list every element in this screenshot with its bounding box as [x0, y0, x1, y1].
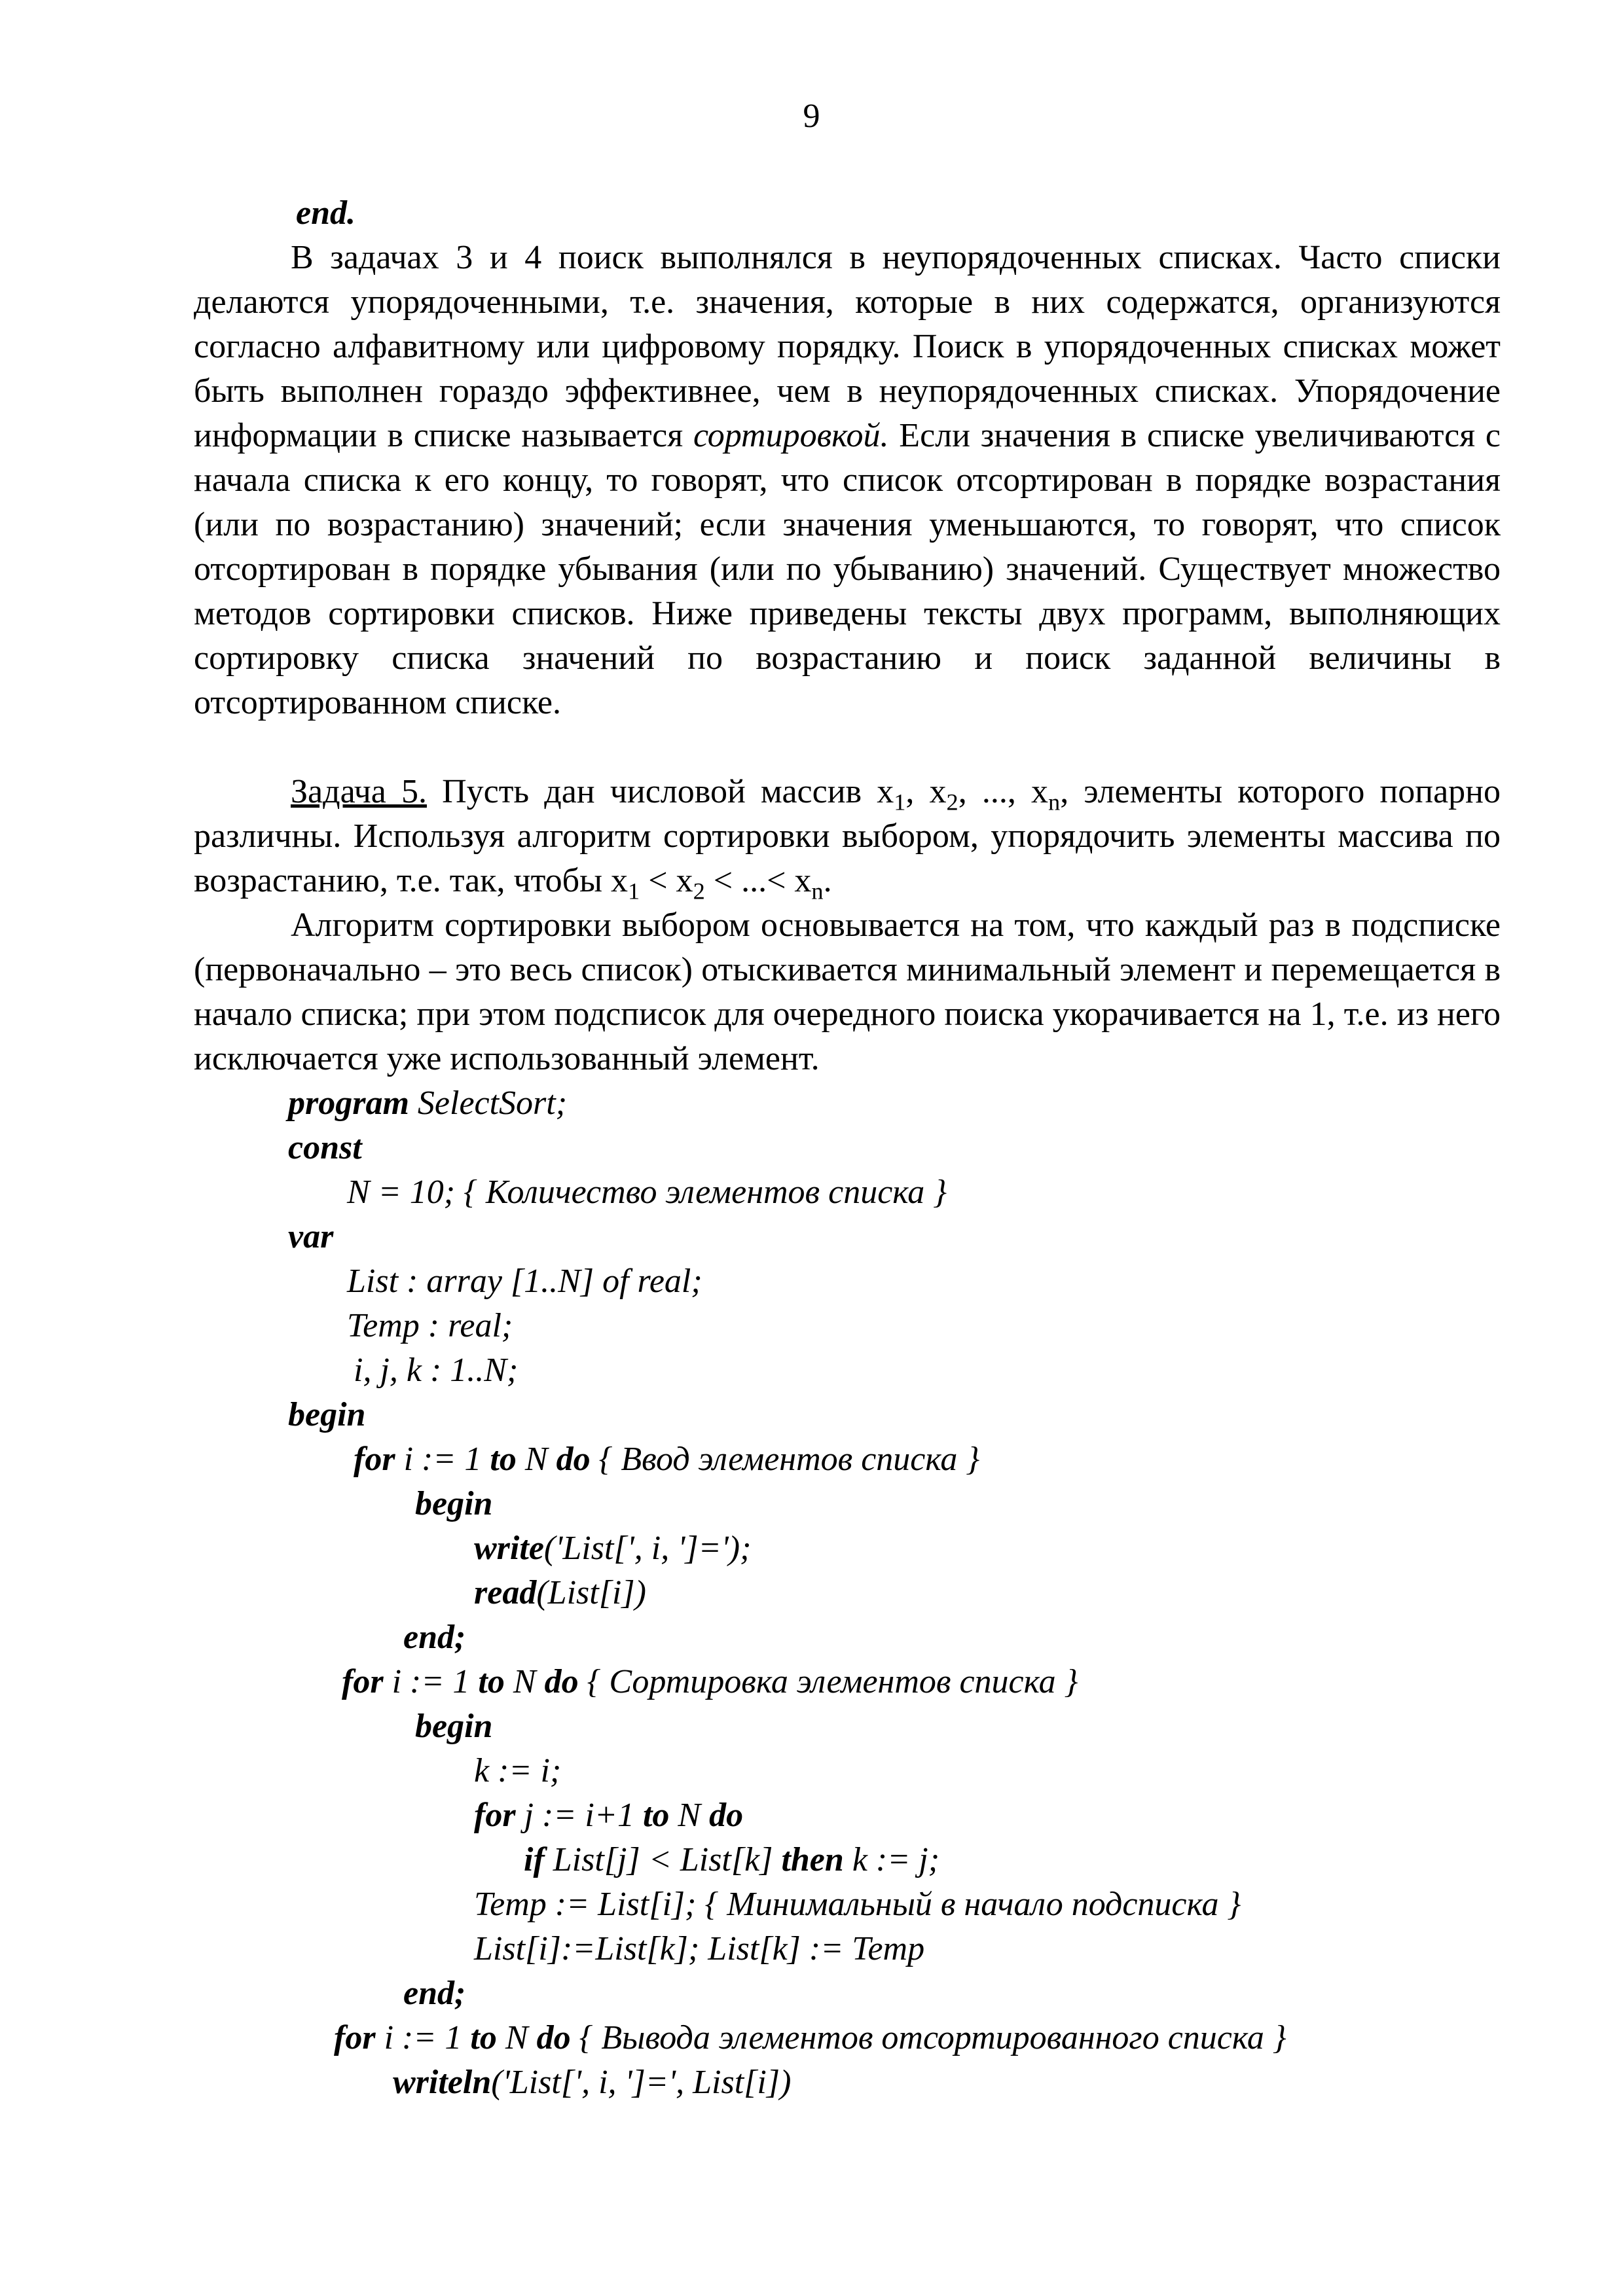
paragraph-algorithm	[194, 903, 1501, 1081]
code-line-if	[524, 1838, 939, 1882]
task-text-4: , элементы которого попарно различны. Используя алгоритм сортировки выбором, упорядочить элементы массива по возрастанию, т.е. так, чтобы x	[194, 773, 1501, 899]
code-line-for-input	[354, 1437, 979, 1482]
kw-do: do	[556, 1441, 591, 1478]
swap-line: List[i]:=List[k]; List[k] := Temp	[474, 1930, 925, 1967]
for-var: i := 1	[375, 2019, 471, 2056]
task-text-5: < x	[640, 862, 693, 899]
kw-begin-main: begin	[288, 1396, 366, 1433]
code-line-program	[288, 1081, 567, 1126]
kw-end-sort: end;	[403, 1975, 466, 2012]
writeln-args: ('List[', i, ']=', List[i])	[491, 2064, 792, 2101]
kw-program: program	[288, 1085, 409, 1122]
kw-for: for	[334, 2019, 376, 2056]
program-name: SelectSort;	[409, 1085, 568, 1122]
var-list: List : array [1..N] of real;	[347, 1263, 702, 1300]
task-text-2: , x	[905, 773, 947, 810]
kw-for: for	[342, 1663, 384, 1700]
for-limit: N	[516, 1441, 556, 1478]
kw-for: for	[354, 1441, 395, 1478]
kw-do: do	[709, 1797, 744, 1834]
code-line-for-inner	[474, 1793, 743, 1838]
if-condition: List[j] < List[k]	[544, 1841, 782, 1878]
comment-sort: { Сортировка элементов списка }	[578, 1663, 1078, 1700]
kw-write: write	[474, 1530, 544, 1567]
sub-2: 2	[946, 789, 958, 816]
task-text-6: < ...< x	[704, 862, 812, 899]
paragraph-intro	[194, 236, 1501, 725]
comment-output: { Вывода элементов отсортированного списка }	[570, 2019, 1286, 2056]
code-line-read	[474, 1571, 646, 1615]
kw-for: for	[474, 1797, 516, 1834]
sub-n: n	[1048, 789, 1061, 816]
if-action: k := j;	[843, 1841, 940, 1878]
code-line-writeln	[393, 2060, 791, 2105]
sub-1b: 1	[628, 878, 640, 905]
write-args: ('List[', i, ']=');	[543, 1530, 752, 1567]
for-limit: N	[504, 1663, 545, 1700]
kw-to: to	[642, 1797, 670, 1834]
var-ijk: i, j, k : 1..N;	[354, 1352, 519, 1389]
kw-to: to	[490, 1441, 517, 1478]
for-var: j := i+1	[515, 1797, 643, 1834]
kw-end-input: end;	[403, 1619, 466, 1656]
kw-begin-sort: begin	[415, 1708, 493, 1745]
sub-2b: 2	[693, 878, 705, 905]
kw-to: to	[478, 1663, 505, 1700]
term-sorting: сортировкой.	[693, 417, 889, 454]
code-line-for-output	[334, 2016, 1286, 2060]
task-5-label: Задача 5.	[291, 773, 427, 810]
kw-var: var	[288, 1218, 334, 1255]
kw-do: do	[544, 1663, 579, 1700]
task-5-statement	[194, 770, 1501, 903]
var-temp: Temp : real;	[347, 1307, 513, 1344]
kw-begin-input: begin	[415, 1485, 493, 1522]
paragraph-intro-text: В задачах 3 и 4 поиск выполнялся в неупорядоченных списках. Часто списки делаются упорядоченными, т.е. значения, которые в них содержатся, организуются согласно алфавитному или цифровому порядку. Поиск в упорядоченных списках может быть выполнен гораздо эффективнее, чем в неупорядоченных списках. Упорядочение информации в списке называется	[194, 239, 1501, 454]
kw-then: then	[781, 1841, 844, 1878]
paragraph-intro-tail: Если значения в списке увеличиваются с начала списка к его концу, то говорят, что список отсортирован в порядке возрастания (или по возрастанию) значений; если значения уменьшаются, то говорят, что список отсортирован в порядке убывания (или по убыванию) значений. Существует множество методов сортировки списков. Ниже приведены тексты двух программ, выполняющих сортировку списка значений по возрастанию и поиск заданной величины в отсортированном списке.	[194, 417, 1501, 721]
code-line-temp	[474, 1882, 1241, 1927]
for-var: i := 1	[395, 1441, 490, 1478]
for-limit: N	[496, 2019, 537, 2056]
for-limit: N	[669, 1797, 710, 1834]
assign-k: k := i;	[474, 1752, 562, 1789]
kw-if: if	[524, 1841, 545, 1878]
comment-count: { Количество элементов списка }	[455, 1174, 947, 1211]
task-text-1: Пусть дан числовой массив x	[426, 773, 894, 810]
for-var: i := 1	[383, 1663, 479, 1700]
code-line-const-n	[347, 1170, 947, 1215]
kw-writeln: writeln	[393, 2064, 492, 2101]
kw-to: to	[470, 2019, 497, 2056]
const-n: N = 10;	[347, 1174, 456, 1211]
comment-input: { Ввод элементов списка }	[590, 1441, 980, 1478]
page-number: 9	[803, 98, 820, 135]
task-text-3: , ..., x	[958, 773, 1048, 810]
code-line-for-sort	[342, 1660, 1078, 1704]
code-line-write	[474, 1526, 751, 1571]
paragraph-algorithm-text: Алгоритм сортировки выбором основывается на том, что каждый раз в подсписке (первоначально – это весь список) отыскивается минимальный элемент и перемещается в начало списка; при этом подсписок для очередного поиска укорачивается на 1, т.е. из него исключается уже использованный элемент.	[194, 906, 1501, 1077]
sub-nb: n	[811, 878, 824, 905]
assign-temp: Temp := List[i];	[474, 1886, 697, 1923]
sub-1: 1	[894, 789, 906, 816]
code-end-top: end.	[296, 194, 356, 232]
task-text-7: .	[823, 862, 832, 899]
read-args: (List[i])	[536, 1574, 646, 1611]
kw-read: read	[474, 1574, 537, 1611]
kw-const: const	[288, 1129, 362, 1166]
comment-min: { Минимальный в начало подсписка }	[696, 1886, 1241, 1923]
kw-do: do	[536, 2019, 571, 2056]
